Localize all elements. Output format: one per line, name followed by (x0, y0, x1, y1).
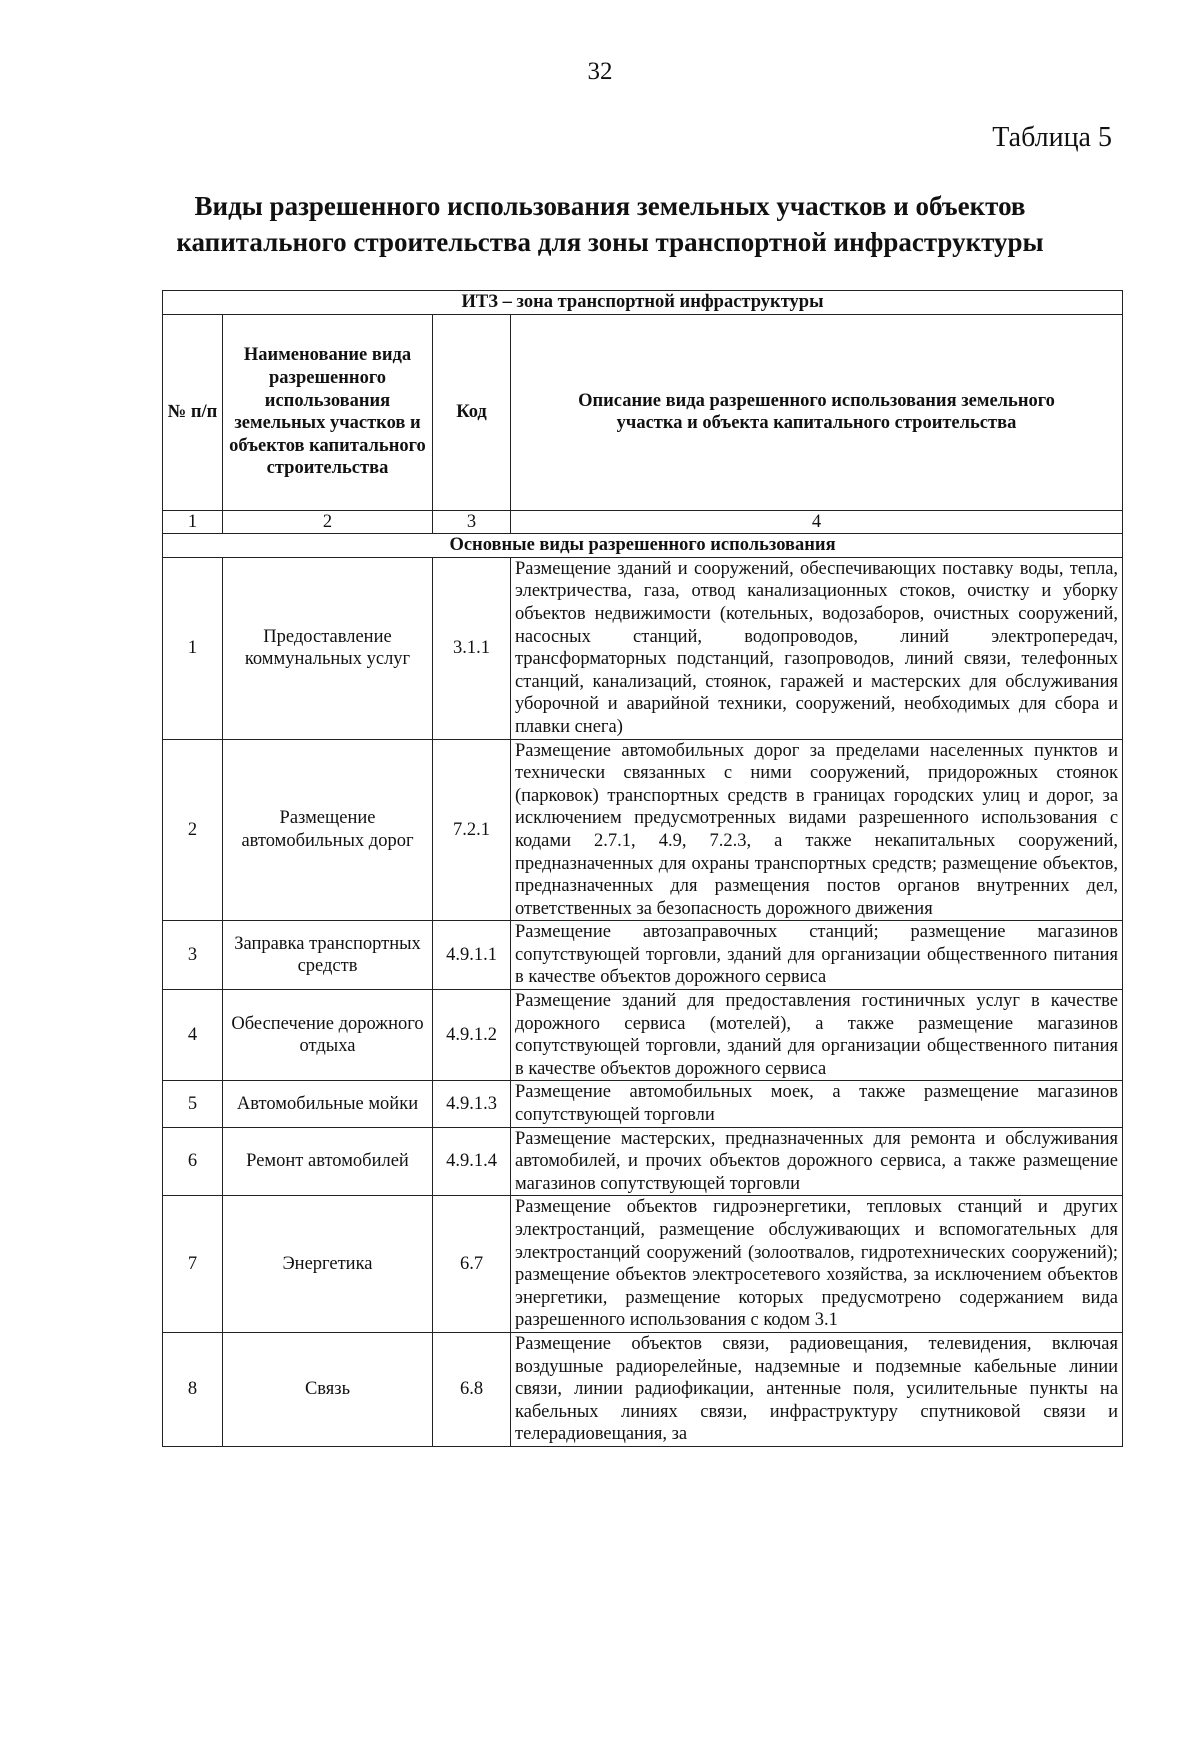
table-row (163, 1196, 1123, 1333)
row-code: 4.9.1.1 (433, 921, 511, 990)
row-description: Размещение автомобильных дорог за пределами населенных пунктов и технически связанных с ними сооружений, придорожных стоянок (парковок) транспортных средств в границах городских улиц и дорог, за исключением предусмотренных видами разрешенного использования с кодами 2.7.1, 4.9, 7.2.3, а также некапитальных сооружений, предназначенных для охраны транспортных средств; размещение объектов, предназначенных для размещения постов органов внутренних дел, ответственных за безопасность дорожного движения (511, 739, 1123, 921)
row-code: 4.9.1.4 (433, 1127, 511, 1196)
row-name: Автомобильные мойки (223, 1081, 433, 1127)
row-num: 1 (163, 557, 223, 739)
table-row (163, 1332, 1123, 1446)
zone-header: ИТЗ – зона транспортной инфраструктуры (163, 291, 1123, 315)
row-description: Размещение объектов гидроэнергетики, тепловых станций и других электростанций, размещение обслуживающих и вспомогательных для электростанций сооружений (золоотвалов, гидротехнических сооружений); размещение объектов электросетевого хозяйства, за исключением объектов энергетики, размещение которых предусмотрено содержанием вида разрешенного использования с кодом 3.1 (511, 1196, 1123, 1333)
table-row (163, 1127, 1123, 1196)
table-caption: Таблица 5 (992, 122, 1112, 153)
row-code: 6.7 (433, 1196, 511, 1333)
table-row (163, 739, 1123, 921)
table-row (163, 557, 1123, 739)
row-num: 2 (163, 739, 223, 921)
column-number: 2 (223, 510, 433, 534)
row-name: Энергетика (223, 1196, 433, 1333)
row-num: 4 (163, 990, 223, 1081)
row-name: Обеспечение дорожного отдыха (223, 990, 433, 1081)
table-row (163, 1081, 1123, 1127)
row-name: Заправка транспортных средств (223, 921, 433, 990)
column-number-row (163, 510, 1123, 534)
document-title: Виды разрешенного использования земельных участков и объектов капитального строительства для зоны транспортной инфраструктуры (176, 191, 1044, 257)
column-number: 1 (163, 510, 223, 534)
row-name: Ремонт автомобилей (223, 1127, 433, 1196)
row-code: 7.2.1 (433, 739, 511, 921)
column-header-code: Код (433, 314, 511, 510)
row-description: Размещение мастерских, предназначенных для ремонта и обслуживания автомобилей, и прочих объектов дорожного сервиса, а также размещение магазинов сопутствующей торговли (511, 1127, 1123, 1196)
row-name: Предоставление коммунальных услуг (223, 557, 433, 739)
row-num: 8 (163, 1332, 223, 1446)
row-description: Размещение автозаправочных станций; размещение магазинов сопутствующей торговли, зданий для организации общественного питания в качестве объектов дорожного сервиса (511, 921, 1123, 990)
column-header-row (163, 314, 1123, 510)
table-row (163, 990, 1123, 1081)
table-row (163, 921, 1123, 990)
column-header-description: Описание вида разрешенного использования земельного участка и объекта капитального строительства (511, 314, 1123, 510)
row-description: Размещение зданий для предоставления гостиничных услуг в качестве дорожного сервиса (мотелей), а также размещение магазинов сопутствующей торговли, зданий для организации общественного питания в качестве объектов дорожного сервиса (511, 990, 1123, 1081)
row-description: Размещение автомобильных моек, а также размещение магазинов сопутствующей торговли (511, 1081, 1123, 1127)
row-num: 3 (163, 921, 223, 990)
row-description: Размещение объектов связи, радиовещания, телевидения, включая воздушные радиорелейные, надземные и подземные кабельные линии связи, линии радиофикации, антенные поля, усилительные пункты на кабельных линиях связи, инфраструктуру спутниковой связи и телерадиовещания, за (511, 1332, 1123, 1446)
column-number: 4 (511, 510, 1123, 534)
row-code: 6.8 (433, 1332, 511, 1446)
row-code: 3.1.1 (433, 557, 511, 739)
row-code: 4.9.1.3 (433, 1081, 511, 1127)
section-header: Основные виды разрешенного использования (163, 534, 1123, 558)
row-num: 5 (163, 1081, 223, 1127)
section-header-row (163, 534, 1123, 558)
row-code: 4.9.1.2 (433, 990, 511, 1081)
column-number: 3 (433, 510, 511, 534)
row-num: 6 (163, 1127, 223, 1196)
row-name: Размещение автомобильных дорог (223, 739, 433, 921)
column-header-num: № п/п (163, 314, 223, 510)
land-use-table (162, 290, 1123, 1447)
zone-header-row (163, 291, 1123, 315)
column-header-name: Наименование вида разрешенного использования земельных участков и объектов капитального строительства (223, 314, 433, 510)
page-number: 32 (587, 58, 613, 85)
row-num: 7 (163, 1196, 223, 1333)
row-name: Связь (223, 1332, 433, 1446)
row-description: Размещение зданий и сооружений, обеспечивающих поставку воды, тепла, электричества, газа, отвод канализационных стоков, очистку и уборку объектов недвижимости (котельных, водозаборов, очистных сооружений, насосных станций, водопроводов, линий электропередач, трансформаторных подстанций, газопроводов, линий связи, телефонных станций, канализаций, стоянок, гаражей и мастерских для обслуживания уборочной и аварийной техники, сооружений, необходимых для сбора и плавки снега) (511, 557, 1123, 739)
